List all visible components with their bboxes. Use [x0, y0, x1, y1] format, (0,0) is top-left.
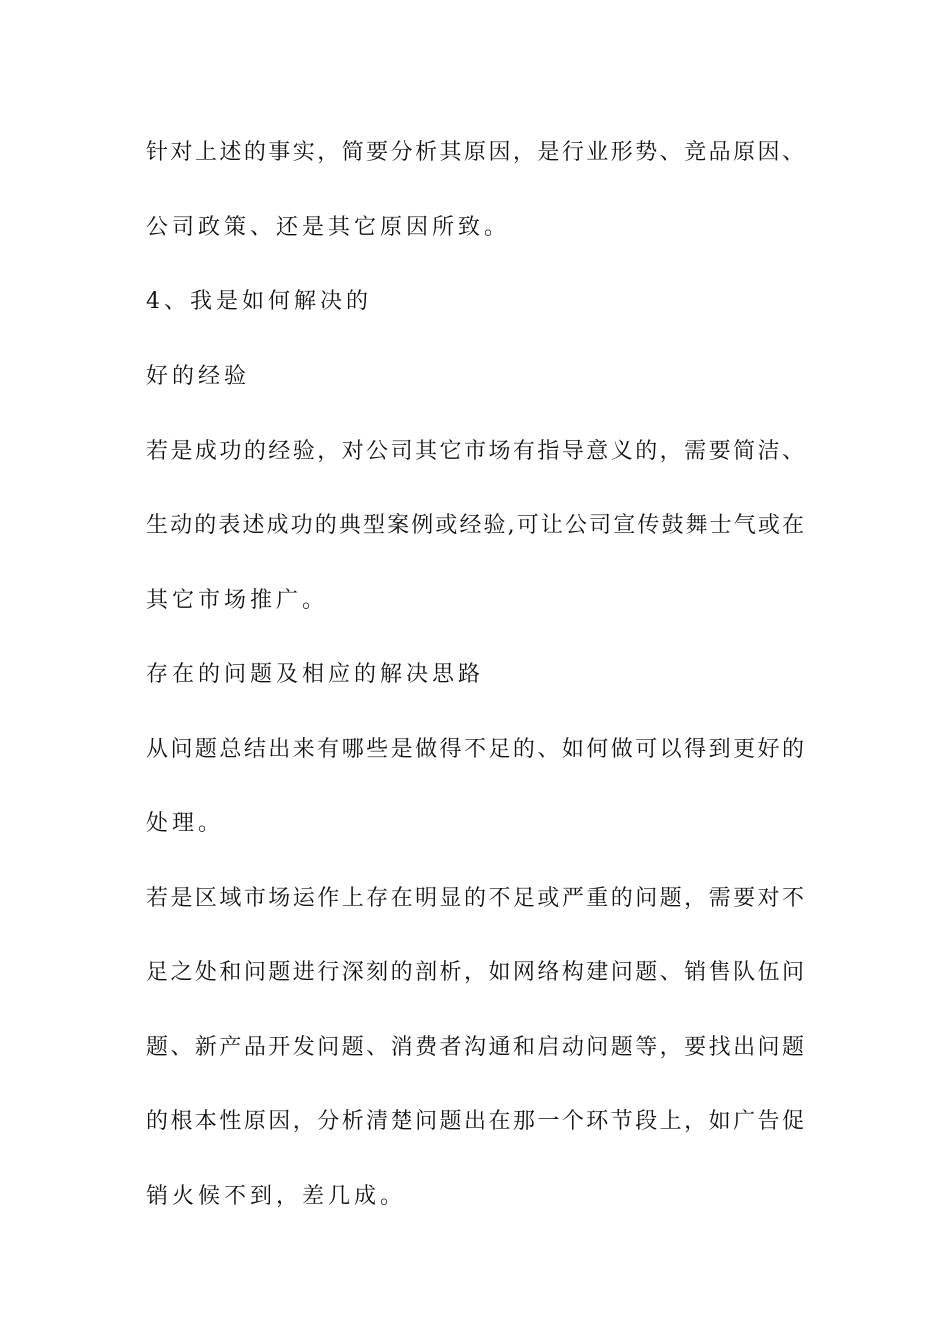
paragraph-line: 生动的表述成功的典型案例或经验,可让公司宣传鼓舞士气或在	[146, 513, 804, 538]
paragraph-line: 足之处和问题进行深刻的剖析，如网络构建问题、销售队伍问	[146, 960, 804, 985]
paragraph-line: 题、新产品开发问题、消费者沟通和启动问题等，要找出问题	[146, 1035, 804, 1060]
paragraph-line: 若是成功的经验，对公司其它市场有指导意义的，需要简洁、	[146, 439, 804, 464]
subsection-heading: 好的经验	[146, 364, 251, 389]
paragraph-line: 其它市场推广。	[146, 588, 329, 613]
paragraph-line: 从问题总结出来有哪些是做得不足的、如何做可以得到更好的	[146, 737, 804, 762]
section-heading: 4、我是如何解决的	[146, 289, 372, 314]
paragraph-line: 针对上述的事实，简要分析其原因，是行业形势、竞品原因、	[146, 140, 804, 165]
paragraph-line: 公司政策、还是其它原因所致。	[146, 215, 511, 240]
subsection-heading: 存在的问题及相应的解决思路	[146, 662, 485, 687]
paragraph-line: 销火候不到，差几成。	[146, 1184, 407, 1209]
paragraph-line: 处理。	[146, 811, 225, 836]
paragraph-line: 的根本性原因，分析清楚问题出在那一个环节段上，如广告促	[146, 1109, 804, 1134]
paragraph-line: 若是区域市场运作上存在明显的不足或严重的问题，需要对不	[146, 886, 804, 911]
